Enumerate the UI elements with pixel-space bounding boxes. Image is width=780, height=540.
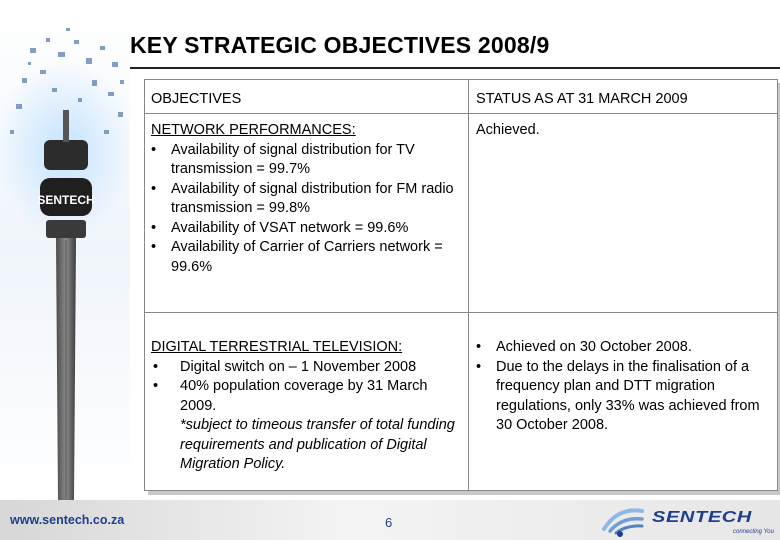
list-item: • 40% population coverage by 31 March 2009.	[153, 378, 428, 414]
list-item: • Availability of signal distribution for FM radio transmission = 99.8%	[151, 180, 454, 216]
dtt-objective-list	[151, 358, 467, 417]
network-status-cell: Achieved.	[476, 122, 540, 138]
column-header-objectives: OBJECTIVES	[151, 91, 242, 107]
list-item: • Availability of signal distribution for TV transmission = 99.7%	[151, 141, 415, 177]
footer-website-link[interactable]: www.sentech.co.za	[10, 513, 125, 527]
svg-text:SENTECH: SENTECH	[37, 193, 95, 207]
footer-logo-tagline: connecting You	[733, 529, 774, 535]
network-objective-list	[151, 141, 463, 278]
header-row-divider	[145, 113, 777, 114]
dtt-objectives-cell	[151, 338, 467, 475]
network-objectives-cell	[151, 121, 463, 277]
dtt-status-list	[476, 338, 772, 436]
list-item: • Availability of VSAT network = 99.6%	[151, 219, 409, 236]
column-header-status: STATUS AS AT 31 MARCH 2009	[476, 91, 688, 107]
network-heading: NETWORK PERFORMANCES:	[151, 122, 356, 138]
footer-logo-text: SENTECH	[652, 509, 752, 526]
list-item: • Digital switch on – 1 November 2008	[153, 358, 417, 375]
sentech-tower-image	[0, 0, 130, 500]
column-divider	[468, 80, 469, 490]
list-item: • Availability of Carrier of Carriers network = 99.6%	[151, 239, 443, 275]
dtt-heading: DIGITAL TERRESTRIAL TELEVISION:	[151, 339, 403, 355]
dtt-status-cell	[476, 338, 772, 436]
page-title: KEY STRATEGIC OBJECTIVES 2008/9	[130, 32, 550, 58]
objectives-table	[144, 79, 778, 491]
list-item: • Achieved on 30 October 2008.	[476, 339, 692, 355]
title-underline	[130, 67, 780, 69]
dtt-footnote: *subject to timeous transfer of total funding requirements and publication of Digital Migration Policy.	[180, 417, 455, 472]
row-divider	[145, 312, 777, 313]
list-item: • Due to the delays in the finalisation of a frequency plan and DTT migration regulations, only 33% was achieved from 30 October 2008.	[476, 358, 760, 433]
page-number: 6	[385, 515, 393, 530]
